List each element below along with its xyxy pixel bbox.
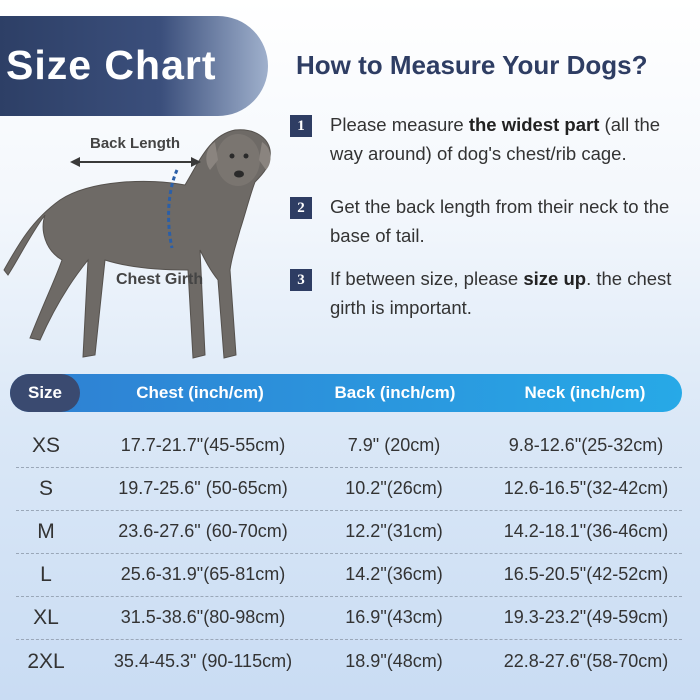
back-column-header: Back (inch/cm) bbox=[334, 383, 456, 402]
table-row bbox=[16, 510, 682, 554]
step-text: Get the back length from their neck to the base of tail. bbox=[330, 196, 670, 246]
chest-column-header: Chest (inch/cm) bbox=[136, 383, 264, 402]
measure-heading: How to Measure Your Dogs? bbox=[296, 50, 648, 80]
table-row bbox=[16, 424, 682, 468]
size-cell: XS bbox=[31, 434, 60, 457]
page-title: Size Chart bbox=[6, 42, 217, 88]
size-cell: S bbox=[38, 477, 53, 500]
size-cell: 2XL bbox=[27, 650, 65, 673]
chest-girth-label: Chest Girth bbox=[116, 271, 204, 288]
step-number: 2 bbox=[290, 197, 312, 219]
chest-cell: 23.6-27.6" (60-70cm) bbox=[118, 521, 288, 541]
back-cell: 14.2"(36cm) bbox=[345, 564, 443, 584]
size-cell: M bbox=[37, 520, 55, 543]
neck-cell: 12.6-16.5"(32-42cm) bbox=[503, 478, 669, 498]
chest-cell: 19.7-25.6" (50-65cm) bbox=[118, 478, 288, 498]
back-cell: 12.2"(31cm) bbox=[345, 521, 443, 541]
table-row bbox=[16, 467, 682, 511]
neck-cell: 9.8-12.6"(25-32cm) bbox=[508, 435, 664, 455]
step-text: If between size, please size up. the chest girth is important. bbox=[330, 268, 672, 318]
step-text: Please measure the widest part (all the way around) of dog's chest/rib cage. bbox=[330, 114, 661, 164]
chest-cell: 25.6-31.9"(65-81cm) bbox=[120, 564, 286, 584]
neck-cell: 16.5-20.5"(42-52cm) bbox=[503, 564, 669, 584]
neck-cell: 22.8-27.6"(58-70cm) bbox=[503, 651, 669, 671]
back-cell: 16.9"(43cm) bbox=[345, 607, 443, 627]
back-length-label: Back Length bbox=[90, 135, 181, 152]
neck-cell: 14.2-18.1"(36-46cm) bbox=[503, 521, 669, 541]
table-row bbox=[16, 553, 682, 597]
size-cell: XL bbox=[33, 606, 59, 629]
size-column-header: Size bbox=[10, 374, 80, 412]
table-row bbox=[16, 640, 682, 683]
back-cell: 7.9" (20cm) bbox=[347, 435, 441, 455]
chest-cell: 17.7-21.7"(45-55cm) bbox=[120, 435, 286, 455]
step-number: 3 bbox=[290, 269, 312, 291]
size-cell: L bbox=[40, 563, 52, 586]
title-banner bbox=[0, 16, 268, 116]
back-cell: 10.2"(26cm) bbox=[345, 478, 443, 498]
neck-column-header: Neck (inch/cm) bbox=[524, 383, 646, 402]
step-number: 1 bbox=[290, 115, 312, 137]
table-row bbox=[16, 596, 682, 640]
chest-cell: 31.5-38.6"(80-98cm) bbox=[120, 607, 286, 627]
neck-cell: 19.3-23.2"(49-59cm) bbox=[503, 607, 669, 627]
chest-cell: 35.4-45.3" (90-115cm) bbox=[113, 651, 293, 671]
dog-illustration-icon bbox=[0, 120, 290, 370]
back-cell: 18.9"(48cm) bbox=[345, 651, 443, 671]
